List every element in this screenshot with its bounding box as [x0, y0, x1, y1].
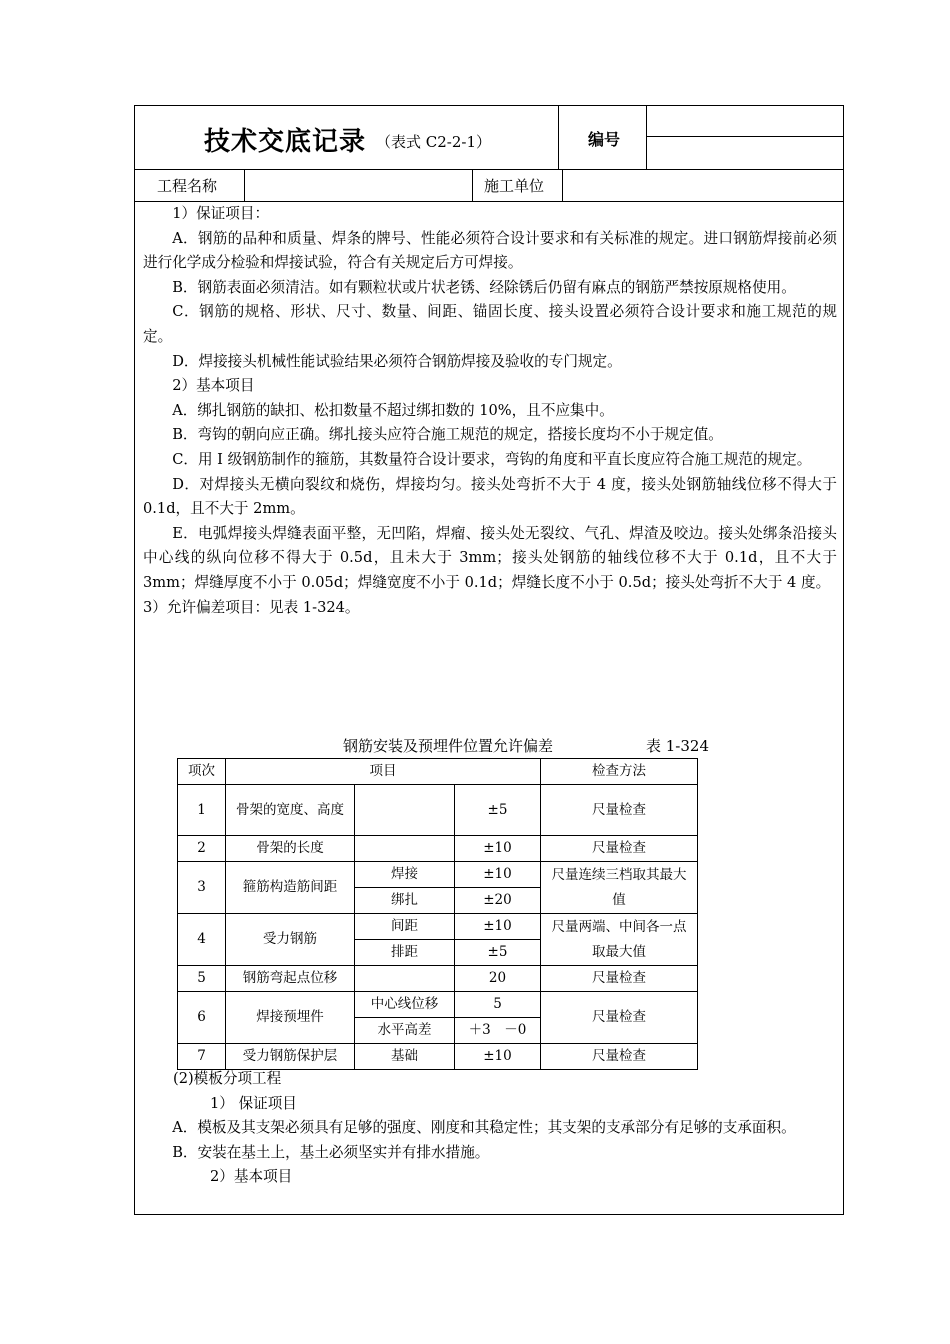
table-row	[178, 992, 698, 1018]
guarantee-item-b: B．钢筋表面必须清洁。如有颗粒状或片状老锈、经除锈后仍留有麻点的钢筋严禁按原规格使用。	[172, 278, 796, 296]
header-cell: 项次	[178, 759, 226, 785]
row-item: 焊接预埋件	[226, 992, 355, 1044]
table-caption: 钢筋安装及预埋件位置允许偏差	[343, 737, 554, 755]
header-cell: 检查方法	[541, 759, 698, 785]
row-number: 6	[178, 992, 226, 1044]
table-row	[178, 862, 698, 888]
row-method: 尺量检查	[541, 785, 698, 836]
basic-heading: 2）基本项目	[172, 377, 255, 395]
row-subitem: 水平高差	[355, 1018, 455, 1044]
construction-unit-label: 施工单位	[484, 177, 545, 195]
unit-label-right-divider	[562, 169, 563, 201]
row-method: 尺量连续三档取其最大值	[541, 862, 698, 914]
number-cell-divider	[646, 105, 647, 169]
project-name-label: 工程名称	[157, 177, 218, 195]
row-item: 骨架的长度	[226, 836, 355, 862]
row-value: ＋3 －0	[455, 1018, 541, 1044]
row-value: ±10	[455, 836, 541, 862]
row-item: 受力钢筋	[226, 914, 355, 966]
formwork-heading: (2)模板分项工程	[173, 1070, 282, 1087]
formwork-guarantee-heading: 1） 保证项目	[210, 1094, 297, 1112]
row-subitem: 焊接	[355, 862, 455, 888]
formwork-item-a: A．模板及其支架必须具有足够的强度、刚度和其稳定性；其支架的支承部分有足够的支承面积。	[172, 1119, 796, 1137]
row-number: 2	[178, 836, 226, 862]
form-code: （表式 C2-2-1）	[376, 133, 492, 151]
row-item: 箍筋构造筋间距	[226, 862, 355, 914]
row-method: 尺量检查	[541, 966, 698, 992]
row-number: 7	[178, 1044, 226, 1070]
guarantee-heading: 1）保证项目：	[172, 205, 270, 222]
row-value: 20	[455, 966, 541, 992]
row-subitem	[355, 966, 455, 992]
unit-label-left-divider	[472, 169, 473, 201]
row-number: 4	[178, 914, 226, 966]
table-row	[178, 914, 698, 940]
row-subitem: 基础	[355, 1044, 455, 1070]
row-value: ±20	[455, 888, 541, 914]
tolerance-table	[177, 758, 698, 1070]
row-value: ±10	[455, 862, 541, 888]
basic-item-d: D．对焊接头无横向裂纹和烧伤，焊接均匀。接头处弯折不大于 4 度，接头处钢筋轴线位移不得大于 0.1d，且不大于 2mm。	[143, 475, 837, 518]
guarantee-item-a: A．钢筋的品种和质量、焊条的牌号、性能必须符合设计要求和有关标准的规定。进口钢筋焊接前必须进行化学成分检验和焊接试验，符合有关规定后方可焊接。	[143, 229, 837, 272]
row-item: 受力钢筋保护层	[226, 1044, 355, 1070]
row-item: 钢筋弯起点位移	[226, 966, 355, 992]
row-value: ±5	[455, 940, 541, 966]
formwork-item-b: B．安装在基土上，基土必须坚实并有排水措施。	[172, 1143, 490, 1161]
row-value: ±10	[455, 914, 541, 940]
basic-item-c: C．用 I 级钢筋制作的箍筋，其数量符合设计要求，弯钩的角度和平直长度应符合施工规范的规定。	[172, 450, 812, 468]
formwork-section	[143, 1067, 837, 1190]
row-method: 尺量检查	[541, 992, 698, 1044]
table-row	[178, 785, 698, 836]
row-subitem	[355, 785, 455, 836]
table-row	[178, 1044, 698, 1070]
table-number: 表 1-324	[646, 737, 710, 755]
number-value-divider	[646, 136, 844, 137]
row-number: 5	[178, 966, 226, 992]
formwork-basic-heading: 2）基本项目	[210, 1168, 293, 1186]
row-number: 3	[178, 862, 226, 914]
row-number: 1	[178, 785, 226, 836]
basic-item-b: B．弯钩的朝向应正确。绑扎接头应符合施工规范的规定，搭接长度均不小于规定值。	[172, 426, 723, 444]
table-header-row	[178, 759, 698, 785]
row-value: ±5	[455, 785, 541, 836]
project-label-divider	[244, 169, 245, 201]
tolerance-heading: 3）允许偏差项目：见表 1-324。	[143, 598, 360, 616]
table-row	[178, 966, 698, 992]
basic-item-a: A．绑扎钢筋的缺扣、松扣数量不超过绑扣数的 10%，且不应集中。	[172, 401, 614, 419]
title-cell-divider	[558, 105, 559, 169]
table-row	[178, 836, 698, 862]
basic-item-e: E．电弧焊接头焊缝表面平整，无凹陷，焊瘤、接头处无裂纹、气孔、焊渣及咬边。接头处绑条沿接头中心线的纵向位移不得大于 0.5d，且未大于 3mm；接头处钢筋的轴线位移不大于 0.1d，且不大于 3mm；焊缝厚度不小于 0.05d；焊缝宽度不小于 0.1d；焊缝长度不小于 0.5d；接头处弯折不大于 4 度。	[143, 524, 837, 591]
guarantee-item-c: C．钢筋的规格、形状、尺寸、数量、间距、锚固长度、接头设置必须符合设计要求和施工规范的规定。	[143, 303, 837, 345]
row-value: ±10	[455, 1044, 541, 1070]
row-subitem: 绑扎	[355, 888, 455, 914]
rebar-section	[143, 202, 837, 620]
row-subitem	[355, 836, 455, 862]
row-subitem: 间距	[355, 914, 455, 940]
row-item: 骨架的宽度、高度	[226, 785, 355, 836]
row-subitem: 排距	[355, 940, 455, 966]
header-cell: 项目	[226, 759, 541, 785]
header-divider	[134, 169, 844, 170]
row-method: 尺量检查	[541, 836, 698, 862]
row-method: 尺量检查	[541, 1044, 698, 1070]
row-value: 5	[455, 992, 541, 1018]
number-label: 编号	[588, 130, 621, 149]
row-subitem: 中心线位移	[355, 992, 455, 1018]
row-method: 尺量两端、中间各一点取最大值	[541, 914, 698, 966]
guarantee-item-d: D．焊接接头机械性能试验结果必须符合钢筋焊接及验收的专门规定。	[172, 352, 622, 370]
page-title: 技术交底记录	[204, 127, 367, 157]
